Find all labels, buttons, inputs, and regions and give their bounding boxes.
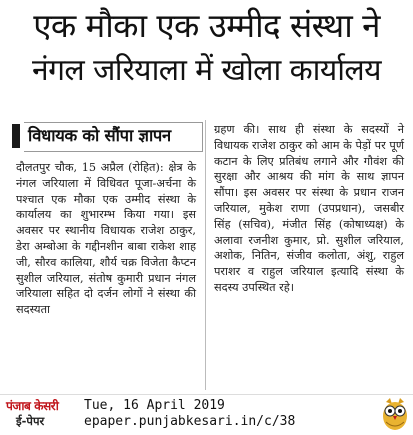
headline-line-2: नंगल जरियाला में खोला कार्यालय bbox=[32, 53, 381, 88]
article-right-text: ग्रहण की। साथ ही संस्था के सदस्यों ने विधायक राजेश ठाकुर को आम के पेड़ों पर पूर्ण कटान के लिए प्रतिबंध लगाने और गौवंश की सुरक्षा और आश्रय की मांग के साथ ज्ञापन सौंपा। इस अवसर पर संस्था के प्रधान राजन जरियाल, मुकेश राणा (उपप्रधान), जसबीर सिंह (सचिव), मंजीत सिंह (कोषाध्यक्ष) के अलावा रजनीश कुमार, प्रो. सुशील जरियाल, अशोक, नितिन, संजीव कलोता, अंशु, राहुल पराशर व राहुल जरियाल इत्यादि संस्था के सदस्य उपस्थित रहे। bbox=[214, 123, 404, 294]
article-column-left bbox=[16, 160, 196, 318]
subheading-block bbox=[12, 122, 204, 152]
owl-icon bbox=[380, 396, 410, 432]
article-left-text: दौलतपुर चौक, 15 अप्रैल (रोहित): क्षेत्र के नंगल जरियाला में विधिवत पूजा-अर्चना के पश्चात एक मौका एक उम्मीद संस्था के कार्यालय का शुभारम्भ किया गया। इस अवसर पर स्थानीय विधायक राजेश ठाकुर, डेरा अम्बोआ के गद्दीनशीन बाबा राकेश शाह जी, सौरव कालिया, शौर्य चक्र विजेता कैप्टन सुशील जरियाल, संतोष कुमारी प्रधान नंगल जरियाला सहित दो दर्जन लोगों ने संस्था की सदस्यता bbox=[16, 161, 196, 317]
brand-logo[interactable] bbox=[6, 397, 66, 431]
subheading-text: विधायक को सौंपा ज्ञापन bbox=[28, 126, 171, 145]
publish-date: Tue, 16 April 2019 bbox=[84, 398, 225, 413]
epaper-url[interactable]: epaper.punjabkesari.in/c/38 bbox=[84, 414, 296, 429]
brand-epaper: ई-पेपर bbox=[16, 414, 45, 428]
brand-name: पंजाब केसरी bbox=[6, 399, 59, 413]
article-column-right bbox=[214, 122, 404, 296]
column-divider bbox=[205, 120, 206, 390]
subheading-bar bbox=[12, 124, 20, 148]
headline-line-1: एक मौका एक उम्मीद संस्था ने bbox=[33, 6, 380, 45]
